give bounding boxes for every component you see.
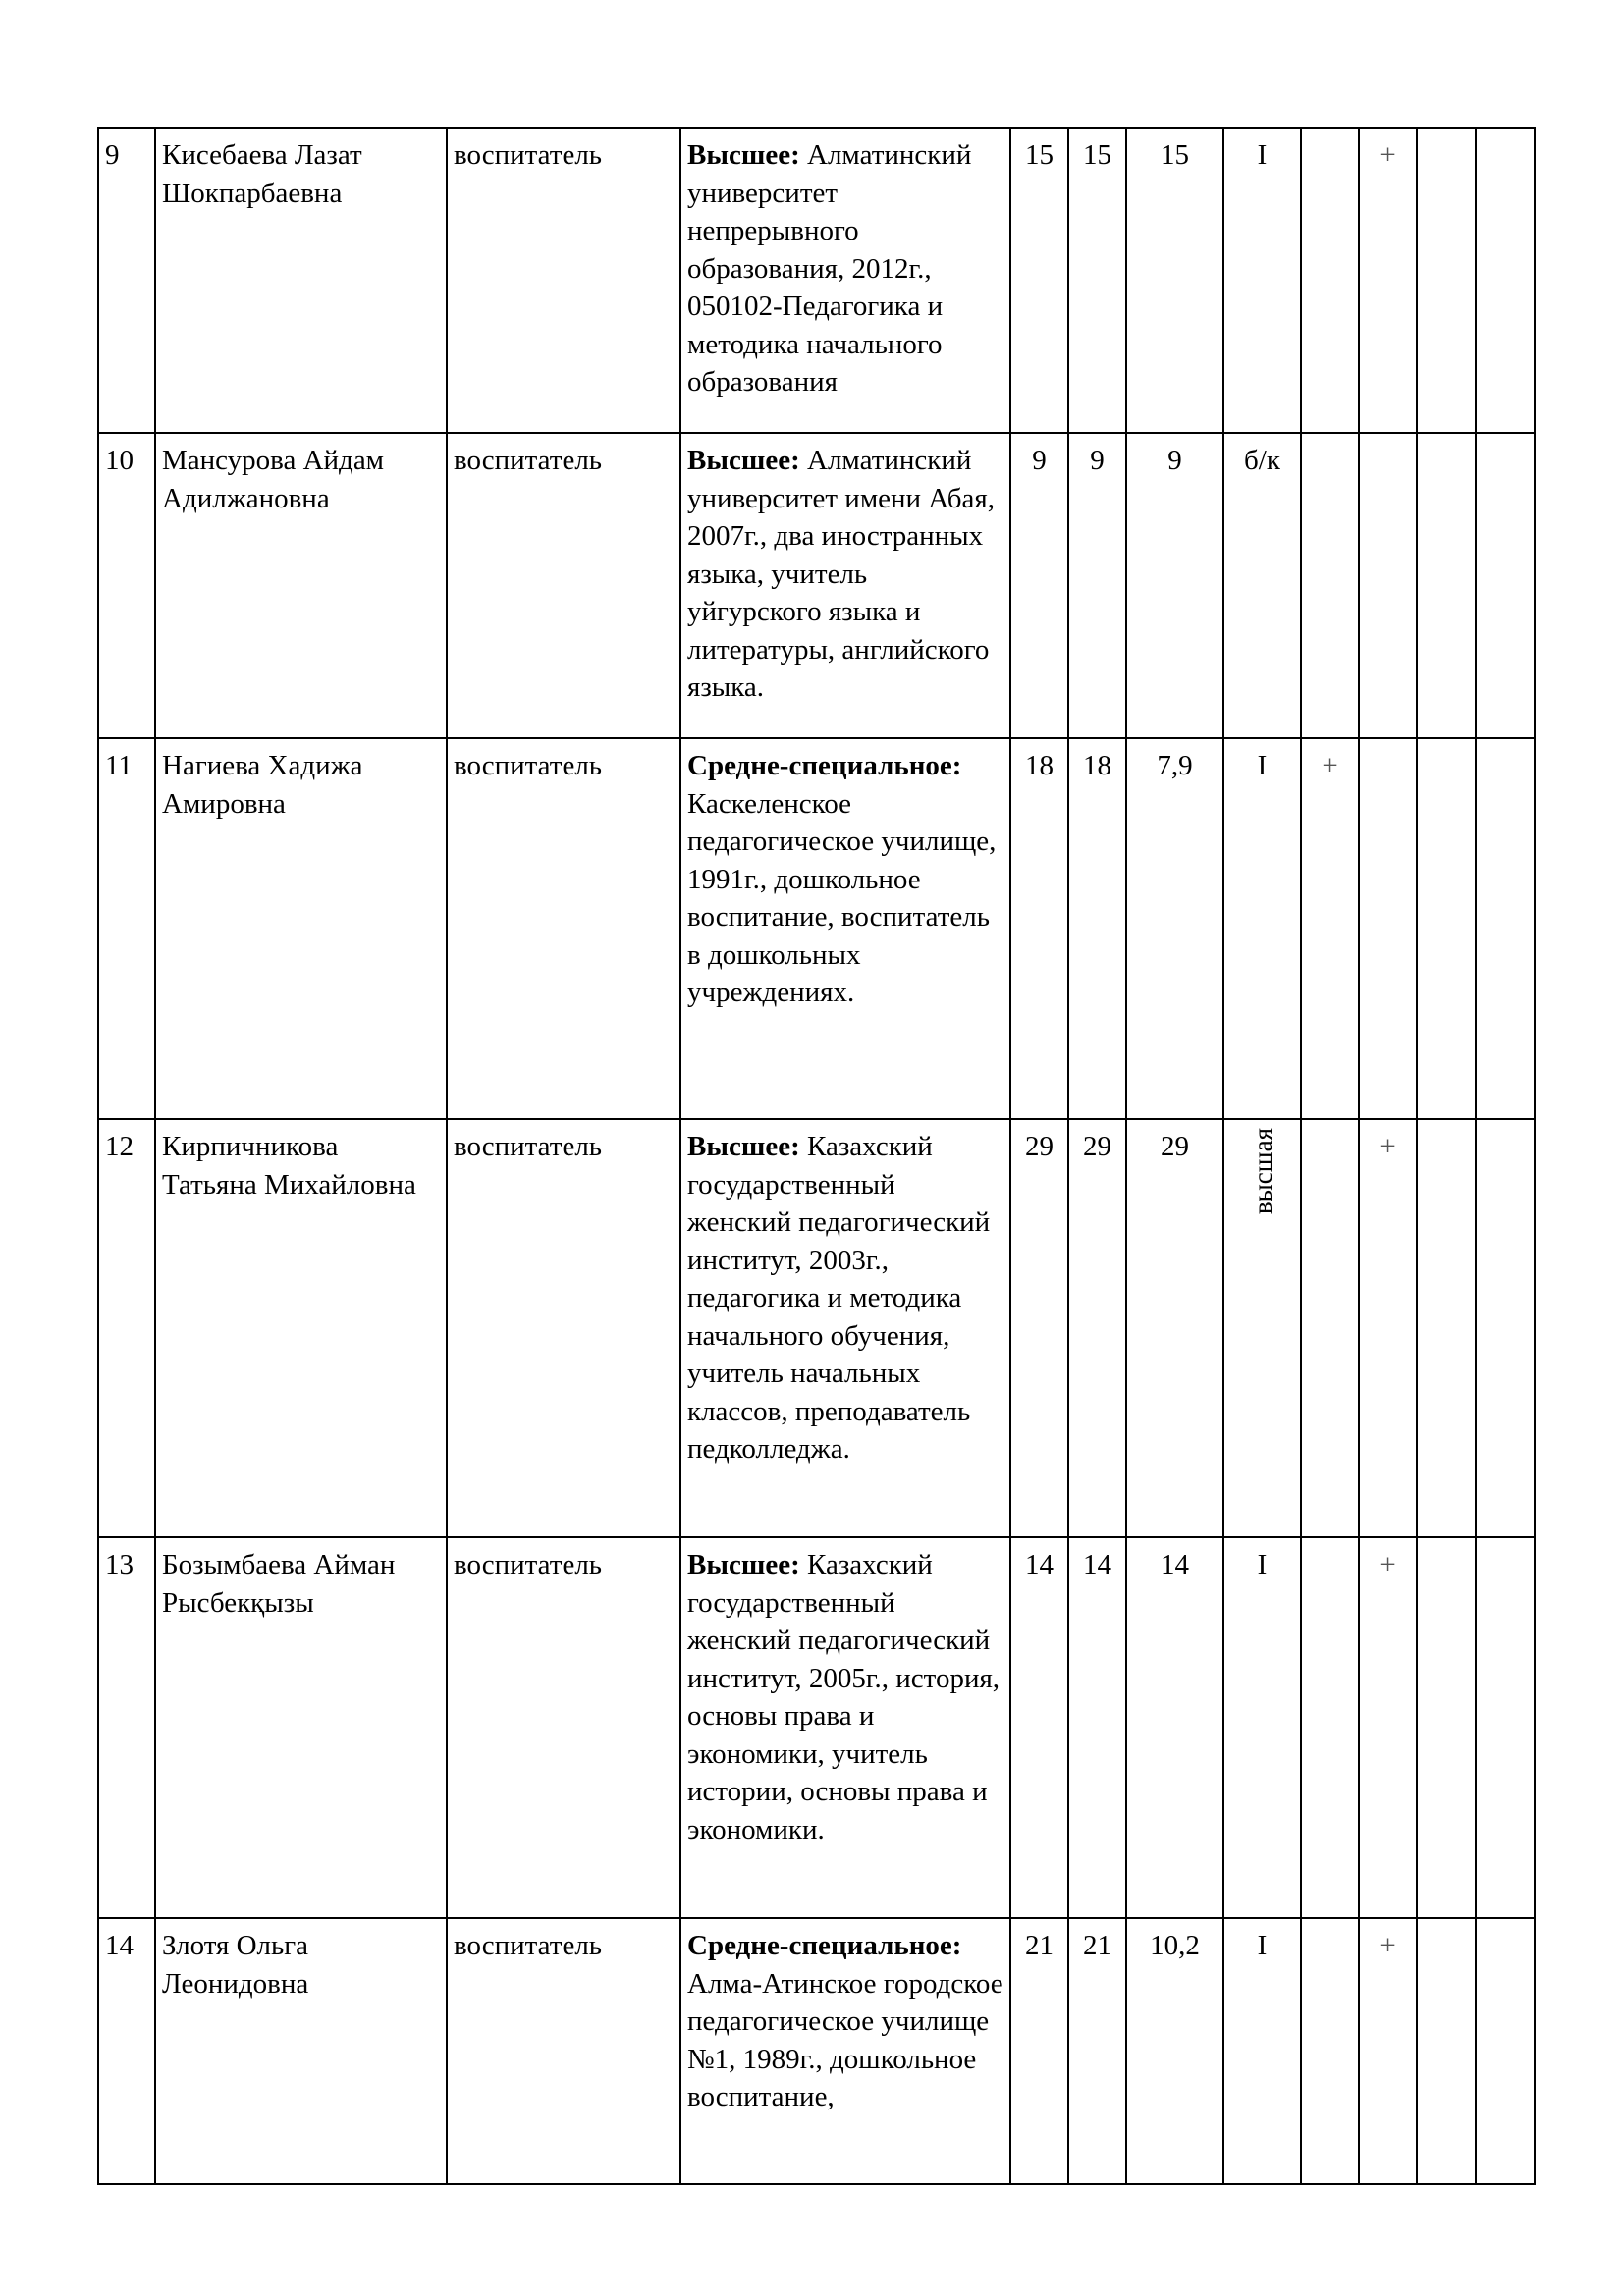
table-row [98, 738, 1535, 1119]
employee-position: воспитатель [447, 738, 680, 1119]
mark-cell-c [1417, 1119, 1476, 1537]
mark-cell-b: + [1359, 128, 1417, 433]
mark-cell-c [1417, 1537, 1476, 1918]
employee-name: Бозымбаева Айман Рысбекқызы [155, 1537, 447, 1918]
mark-cell-a [1301, 1918, 1359, 2184]
mark-cell-a [1301, 1537, 1359, 1918]
employee-position: воспитатель [447, 433, 680, 738]
education-cell [680, 1119, 1010, 1537]
mark-cell-c [1417, 1918, 1476, 2184]
qualification-category [1223, 1119, 1301, 1537]
total-experience: 15 [1010, 128, 1068, 433]
education-level: Высшее: [687, 1549, 800, 1580]
mark-cell-d [1476, 1119, 1535, 1537]
employee-position: воспитатель [447, 1119, 680, 1537]
total-experience: 14 [1010, 1537, 1068, 1918]
mark-cell-d [1476, 128, 1535, 433]
table-row [98, 1119, 1535, 1537]
table-row [98, 1537, 1535, 1918]
mark-cell-d [1476, 738, 1535, 1119]
mark-cell-a [1301, 1119, 1359, 1537]
pedagogical-experience: 29 [1068, 1119, 1126, 1537]
mark-cell-a [1301, 128, 1359, 433]
mark-cell-c [1417, 433, 1476, 738]
education-details: Алматинский университет имени Абая, 2007г., два иностранных языка, учитель уйгурского языка и литературы, английского языка. [687, 445, 996, 703]
mark-cell-a [1301, 433, 1359, 738]
experience-here: 14 [1126, 1537, 1223, 1918]
employee-name: Кирпичникова Татьяна Михайловна [155, 1119, 447, 1537]
qualification-category: I [1223, 1918, 1301, 2184]
pedagogical-experience: 15 [1068, 128, 1126, 433]
experience-here: 10,2 [1126, 1918, 1223, 2184]
experience-here: 15 [1126, 128, 1223, 433]
mark-cell-b [1359, 738, 1417, 1119]
employee-name: Кисебаева Лазат Шокпарбаевна [155, 128, 447, 433]
mark-cell-d [1476, 1918, 1535, 2184]
qualification-category: б/к [1223, 433, 1301, 738]
employee-position: воспитатель [447, 128, 680, 433]
education-details: Казахский государственный женский педагогический институт, 2005г., история, основы права и экономики, учитель истории, основы права и экономики. [687, 1549, 1001, 1845]
row-number: 9 [98, 128, 155, 433]
row-number: 10 [98, 433, 155, 738]
pedagogical-experience: 9 [1068, 433, 1126, 738]
qualification-category: I [1223, 738, 1301, 1119]
table-row [98, 128, 1535, 433]
table-row [98, 1918, 1535, 2184]
total-experience: 18 [1010, 738, 1068, 1119]
education-details: Казахский государственный женский педагогический институт, 2003г., педагогика и методика начального обучения, учитель начальных классов, преподаватель педколледжа. [687, 1131, 991, 1465]
experience-here: 7,9 [1126, 738, 1223, 1119]
education-details: Алма-Атинское городское педагогическое училище №1, 1989г., дошкольное воспитание, [687, 1967, 1003, 2112]
row-number: 13 [98, 1537, 155, 1918]
education-level: Средне-специальное: [687, 750, 962, 781]
mark-cell-c [1417, 128, 1476, 433]
mark-cell-b: + [1359, 1537, 1417, 1918]
employee-name: Злотя Ольга Леонидовна [155, 1918, 447, 2184]
mark-cell-b [1359, 433, 1417, 738]
total-experience: 29 [1010, 1119, 1068, 1537]
pedagogical-experience: 21 [1068, 1918, 1126, 2184]
total-experience: 21 [1010, 1918, 1068, 2184]
employee-position: воспитатель [447, 1918, 680, 2184]
education-cell [680, 738, 1010, 1119]
pedagogical-experience: 18 [1068, 738, 1126, 1119]
row-number: 12 [98, 1119, 155, 1537]
mark-cell-d [1476, 433, 1535, 738]
education-details: Алматинский университет непрерывного образования, 2012г., 050102-Педагогика и методика начального образования [687, 139, 972, 398]
experience-here: 9 [1126, 433, 1223, 738]
employee-position: воспитатель [447, 1537, 680, 1918]
employee-name: Мансурова Айдам Адилжановна [155, 433, 447, 738]
experience-here: 29 [1126, 1119, 1223, 1537]
table-row [98, 433, 1535, 738]
education-cell [680, 1537, 1010, 1918]
category-vertical-text: высшая [1247, 1128, 1277, 1215]
qualification-category: I [1223, 1537, 1301, 1918]
education-cell [680, 433, 1010, 738]
mark-cell-a: + [1301, 738, 1359, 1119]
pedagogical-experience: 14 [1068, 1537, 1126, 1918]
row-number: 11 [98, 738, 155, 1119]
education-level: Высшее: [687, 1131, 800, 1162]
mark-cell-d [1476, 1537, 1535, 1918]
staff-table [97, 127, 1536, 2185]
mark-cell-b: + [1359, 1119, 1417, 1537]
education-cell [680, 128, 1010, 433]
mark-cell-c [1417, 738, 1476, 1119]
total-experience: 9 [1010, 433, 1068, 738]
education-level: Средне-специальное: [687, 1930, 962, 1961]
education-details: Каскеленское педагогическое училище, 1991г., дошкольное воспитание, воспитатель в дошкольных учреждениях. [687, 787, 997, 1008]
mark-cell-b: + [1359, 1918, 1417, 2184]
qualification-category: I [1223, 128, 1301, 433]
education-level: Высшее: [687, 139, 800, 171]
row-number: 14 [98, 1918, 155, 2184]
education-cell [680, 1918, 1010, 2184]
employee-name: Нагиева Хадижа Амировна [155, 738, 447, 1119]
education-level: Высшее: [687, 445, 800, 476]
